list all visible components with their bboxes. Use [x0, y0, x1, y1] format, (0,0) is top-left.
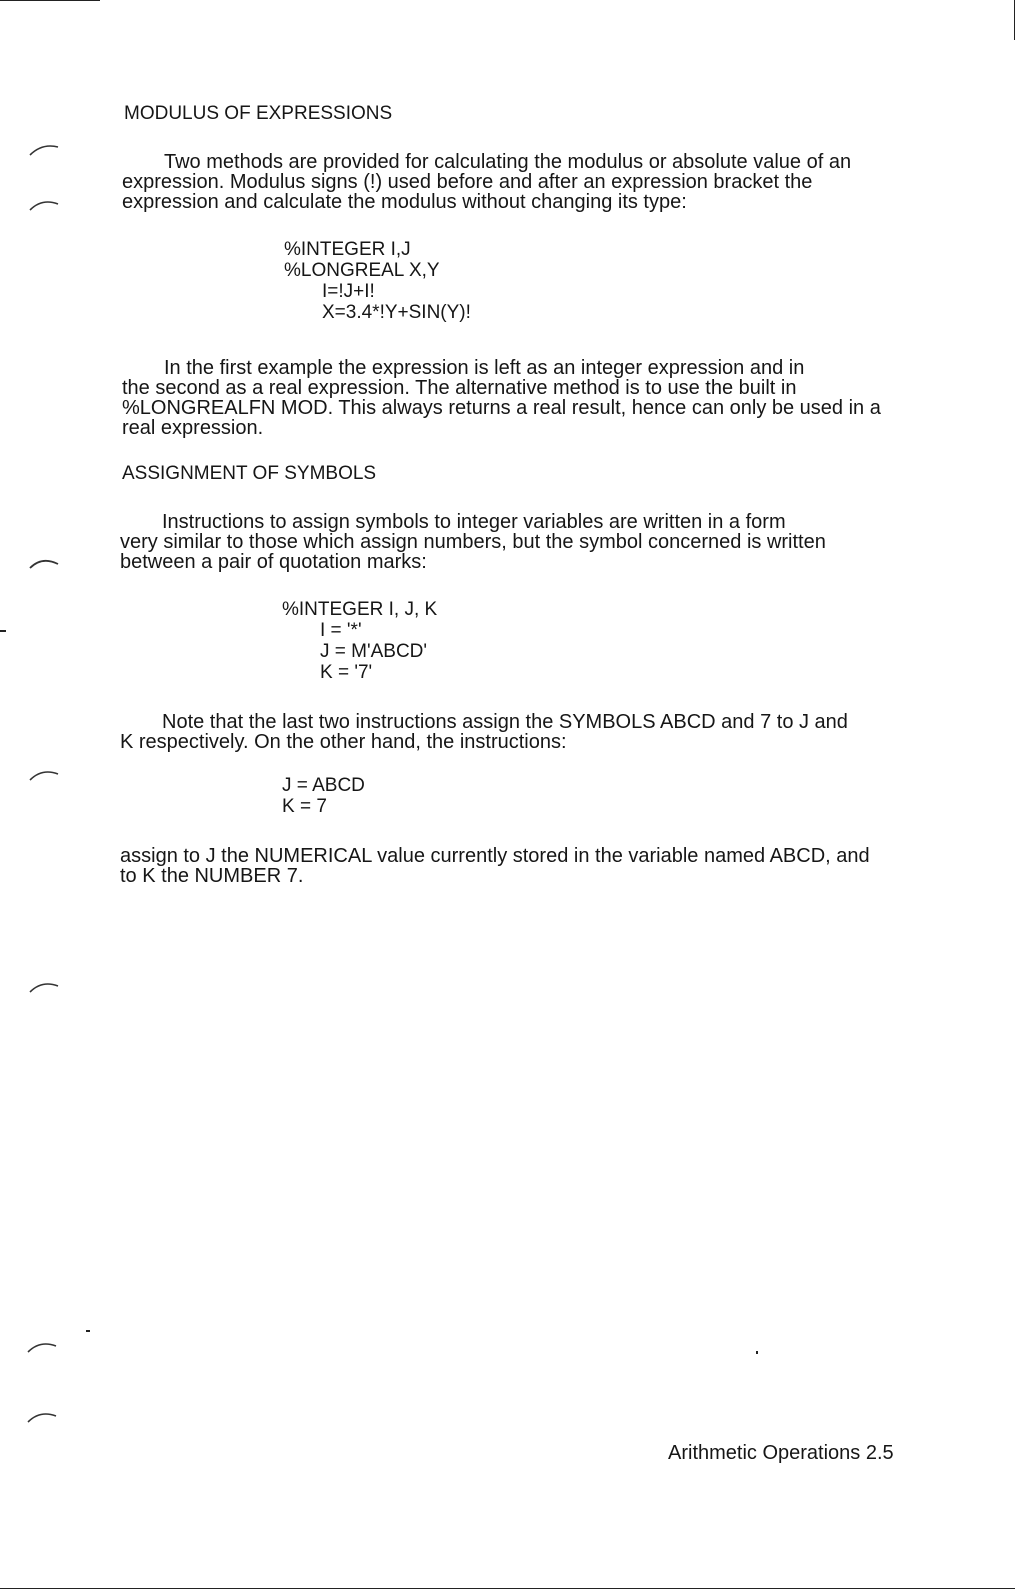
punch-hole-mark: [26, 1410, 60, 1424]
punch-hole-mark: [28, 556, 62, 570]
paragraph-line: Two methods are provided for calculating the modulus or absolute value of an: [164, 151, 852, 173]
scan-artifact: [756, 1351, 758, 1354]
paragraph-line: expression and calculate the modulus without changing its type:: [122, 191, 687, 213]
modulus-intro-paragraph: [122, 152, 924, 212]
paragraph-line: K respectively. On the other hand, the instructions:: [120, 731, 567, 753]
scan-edge-line: [0, 0, 100, 1]
punch-hole-mark: [28, 198, 62, 212]
code-block-assignment-2: [282, 776, 365, 818]
section-heading-modulus: MODULUS OF EXPRESSIONS: [124, 103, 393, 124]
scan-artifact: [0, 630, 6, 632]
code-line: X=3.4*!Y+SIN(Y)!: [322, 302, 471, 323]
code-line: K = '7': [320, 662, 373, 683]
code-line: %LONGREAL X,Y: [284, 260, 440, 281]
page-footer-label: Arithmetic Operations 2.5: [668, 1442, 894, 1464]
paragraph-line: expression. Modulus signs (!) used before and after an expression bracket the: [122, 171, 813, 193]
paragraph-line: between a pair of quotation marks:: [120, 551, 427, 573]
section-heading-assignment: ASSIGNMENT OF SYMBOLS: [122, 463, 377, 484]
punch-hole-mark: [28, 768, 62, 782]
paragraph-line: very similar to those which assign numbers, but the symbol concerned is written: [120, 531, 826, 553]
code-line: J = M'ABCD': [320, 641, 428, 662]
paragraph-line: %LONGREALFN MOD. This always returns a real result, hence can only be used in a: [122, 397, 881, 419]
paragraph-line: assign to J the NUMERICAL value currently stored in the variable named ABCD, and: [120, 845, 870, 867]
code-block-modulus: [284, 240, 471, 324]
paragraph-line: the second as a real expression. The alternative method is to use the built in: [122, 377, 797, 399]
code-line: J = ABCD: [282, 775, 365, 796]
punch-hole-mark: [28, 143, 62, 157]
paragraph-line: real expression.: [122, 417, 264, 439]
paragraph-line: Instructions to assign symbols to integer variables are written in a form: [162, 511, 786, 533]
code-line: I = '*': [320, 620, 362, 641]
code-line: %INTEGER I, J, K: [282, 599, 438, 620]
assignment-note-paragraph: [120, 712, 924, 752]
scan-edge-line: [0, 1588, 1015, 1589]
assignment-closing-paragraph: [120, 846, 924, 886]
code-line: I=!J+I!: [322, 281, 375, 302]
code-block-assignment: [282, 600, 437, 684]
scan-artifact: [86, 1330, 90, 1332]
paragraph-line: to K the NUMBER 7.: [120, 865, 304, 887]
scan-edge-line: [1014, 0, 1015, 40]
paragraph-line: Note that the last two instructions assign the SYMBOLS ABCD and 7 to J and: [162, 711, 848, 733]
paragraph-line: In the first example the expression is left as an integer expression and in: [164, 357, 805, 379]
punch-hole-mark: [26, 1340, 60, 1354]
assignment-intro-paragraph: [120, 512, 924, 572]
code-line: %INTEGER I,J: [284, 239, 411, 260]
modulus-followup-paragraph: [122, 358, 924, 438]
punch-hole-mark: [28, 980, 62, 994]
code-line: K = 7: [282, 796, 327, 817]
